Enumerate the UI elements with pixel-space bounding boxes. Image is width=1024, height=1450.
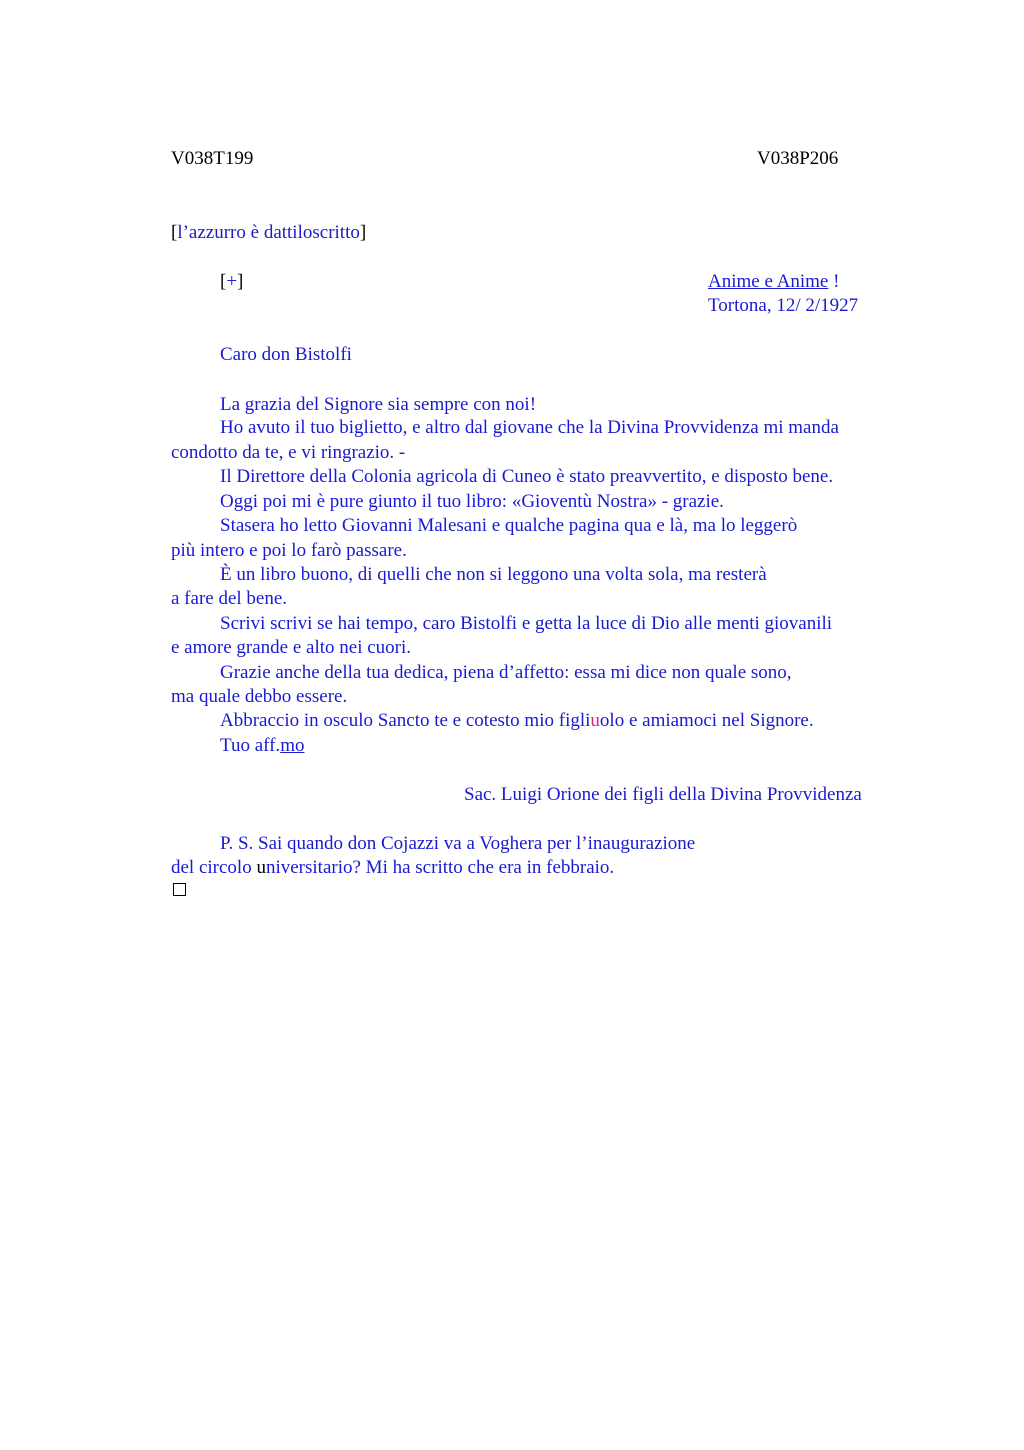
- body-line: e amore grande e alto nei cuori.: [171, 637, 412, 658]
- postscript-line: P. S. Sai quando don Cojazzi va a Voghera per l’inaugurazione: [220, 833, 696, 854]
- page-code-right: V038P206: [757, 148, 839, 169]
- body-line: Ho avuto il tuo biglietto, e altro dal giovane che la Divina Provvidenza mi manda: [220, 417, 839, 438]
- body-line: a fare del bene.: [171, 588, 288, 609]
- body-line: Abbraccio in osculo Sancto te e cotesto mio figliuolo e amiamoci nel Signore.: [220, 710, 814, 731]
- body-line: Il Direttore della Colonia agricola di Cuneo è stato preavvertito, e disposto bene.: [220, 466, 834, 487]
- empty-square-icon: [173, 883, 186, 896]
- body-line: Grazie anche della tua dedica, piena d’affetto: essa mi dice non quale sono,: [220, 662, 792, 683]
- closing: Tuo aff.mo: [220, 735, 305, 756]
- note-text: l’azzurro è dattiloscritto: [177, 222, 360, 243]
- note-bracket-close: ]: [359, 222, 367, 243]
- salutation: Caro don Bistolfi: [220, 344, 352, 365]
- body-line: ma quale debbo essere.: [171, 686, 348, 707]
- body-line: Stasera ho letto Giovanni Malesani e qualche pagina qua e là, ma lo leggerò: [220, 515, 798, 536]
- motto-text: Anime e Anime: [708, 271, 829, 292]
- body-line: È un libro buono, di quelli che non si leggono una volta sola, ma resterà: [220, 564, 767, 585]
- editorial-note: [171, 221, 366, 246]
- body-line: più intero e poi lo farò passare.: [171, 540, 407, 561]
- signature: Sac. Luigi Orione dei figli della Divina Provvidenza: [464, 784, 862, 805]
- body-line: Scrivi scrivi se hai tempo, caro Bistolfi e getta la luce di Dio alle menti giovanili: [220, 613, 833, 634]
- place-date: Tortona, 12/ 2/1927: [708, 295, 859, 316]
- body-line: condotto da te, e vi ringrazio. -: [171, 442, 406, 463]
- cross-icon: +: [226, 271, 238, 292]
- cross-mark: [+]: [220, 271, 244, 292]
- black-letter: u: [256, 857, 266, 878]
- motto: Anime e Anime !: [708, 271, 840, 292]
- body-line: Oggi poi mi è pure giunto il tuo libro: «Gioventù Nostra» - grazie.: [220, 491, 724, 512]
- body-line: La grazia del Signore sia sempre con noi!: [220, 394, 537, 415]
- highlighted-letter: u: [590, 710, 600, 731]
- page-code-left: V038T199: [171, 148, 254, 169]
- note-bracket-open: [: [171, 222, 178, 243]
- postscript-line: del circolo universitario? Mi ha scritto che era in febbraio.: [171, 857, 615, 878]
